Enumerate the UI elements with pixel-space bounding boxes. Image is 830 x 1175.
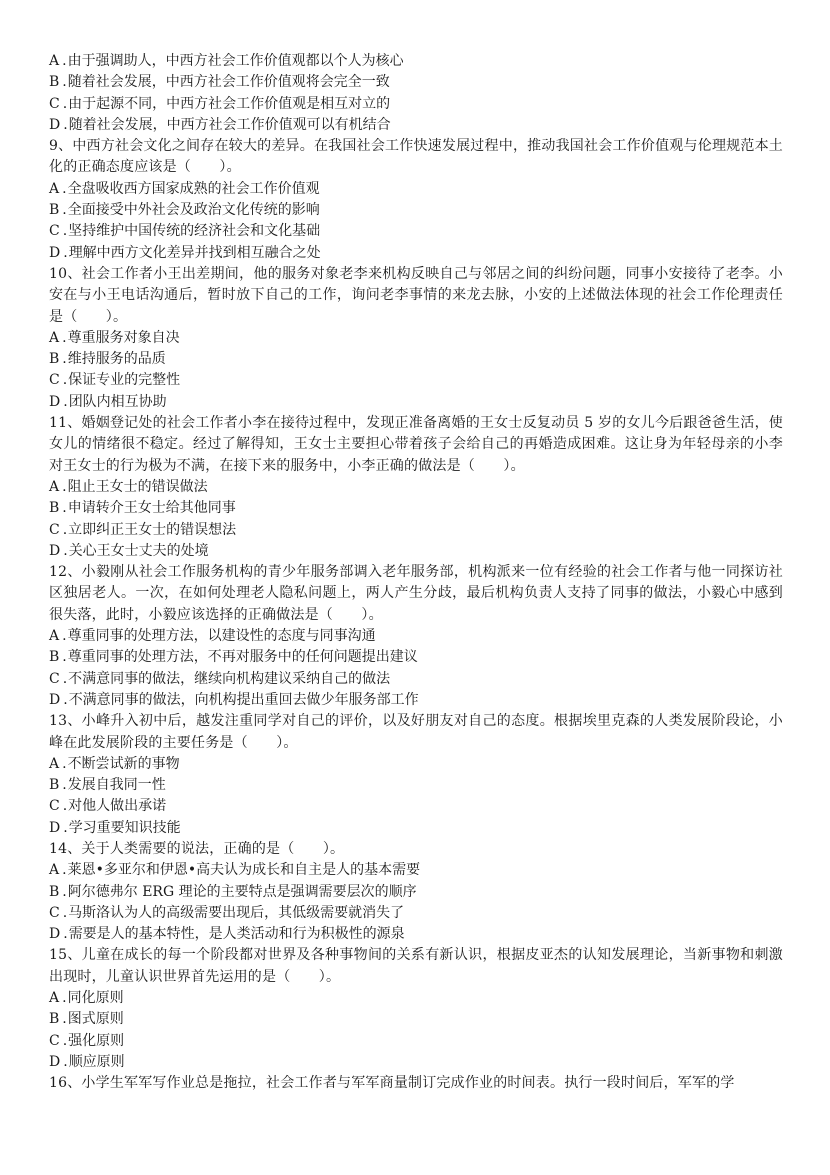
option-d: D .随着社会发展，中西方社会工作价值观可以有机结合: [49, 116, 391, 133]
option-c: C .保证专业的完整性: [49, 372, 181, 389]
question-9: [49, 136, 783, 264]
option-b: B .随着社会发展，中西方社会工作价值观将会完全一致: [49, 74, 390, 91]
question-stem: 14、关于人类需要的说法，正确的是（ ）。: [49, 840, 345, 857]
question-8-options: [49, 51, 783, 136]
option-c: C .对他人做出承诺: [49, 798, 167, 815]
question-15: [49, 945, 783, 1073]
question-stem: 13、小峰升入初中后，越发注重同学对自己的评价，以及好朋友对自己的态度。根据埃里克森的人类发展阶段论，小峰在此发展阶段的主要任务是（ ）。: [49, 713, 783, 751]
option-c: C .强化原则: [49, 1032, 125, 1049]
option-a: A .莱恩•多亚尔和伊恩•高夫认为成长和自主是人的基本需要: [49, 862, 421, 879]
option-c: C .由于起源不同，中西方社会工作价值观是相互对立的: [49, 95, 391, 112]
option-b: B .图式原则: [49, 1011, 124, 1028]
option-a: A .阻止王女士的错误做法: [49, 478, 208, 495]
option-b: B .发展自我同一性: [49, 777, 166, 794]
option-c: C .坚持维护中国传统的经济社会和文化基础: [49, 223, 321, 240]
option-a: A .全盘吸收西方国家成熟的社会工作价值观: [49, 180, 320, 197]
option-b: B .申请转介王女士给其他同事: [49, 500, 236, 517]
option-a: A .不断尝试新的事物: [49, 755, 180, 772]
question-stem: 16、小学生军军写作业总是拖拉，社会工作者与军军商量制订完成作业的时间表。执行一段时间后，军军的学: [49, 1075, 735, 1092]
option-d: D .团队内相互协助: [49, 393, 167, 410]
option-a: A .由于强调助人，中西方社会工作价值观都以个人为核心: [49, 53, 404, 69]
option-d: D .顺应原则: [49, 1053, 125, 1070]
option-a: A .尊重服务对象自决: [49, 329, 180, 346]
question-13: [49, 711, 783, 839]
option-c: C .不满意同事的做法，继续向机构建议采纳自己的做法: [49, 670, 391, 687]
option-d: D .关心王女士丈夫的处境: [49, 542, 209, 559]
option-c: C .立即纠正王女士的错误想法: [49, 521, 237, 538]
option-a: A .同化原则: [49, 990, 124, 1007]
question-10: [49, 264, 783, 413]
question-11: [49, 413, 783, 562]
option-d: D .学习重要知识技能: [49, 819, 181, 836]
option-b: B .维持服务的品质: [49, 351, 166, 368]
option-c: C .马斯洛认为人的高级需要出现后，其低级需要就消失了: [49, 904, 405, 921]
question-stem: 12、小毅刚从社会工作服务机构的青少年服务部调入老年服务部，机构派来一位有经验的社会工作者与他一同探访社区独居老人。一次，在如何处理老人隐私问题上，两人产生分歧，最后机构负责人支持了同事的做法，小毅心中感到很失落，此时，小毅应该选择的正确做法是（ ）。: [49, 564, 783, 623]
option-d: D .需要是人的基本特性，是人类活动和行为积极性的源泉: [49, 926, 405, 943]
option-b: B .阿尔德弗尔 ERG 理论的主要特点是强调需要层次的顺序: [49, 883, 417, 900]
option-b: B .全面接受中外社会及政治文化传统的影响: [49, 202, 320, 219]
exam-page: [49, 51, 783, 1095]
question-14: [49, 839, 783, 945]
question-stem: 9、中西方社会文化之间存在较大的差异。在我国社会工作快速发展过程中，推动我国社会工作价值观与伦理规范本土化的正确态度应该是（ ）。: [49, 138, 783, 176]
question-stem: 11、婚姻登记处的社会工作者小李在接待过程中，发现正准备离婚的王女士反复动员 5 岁的女儿今后跟爸爸生活，使女儿的情绪很不稳定。经过了解得知，王女士主要担心带着孩子会给自己的再婚造成困难。这让身为年轻母亲的小李对王女士的行为极为不满，在接下来的服务中，小李正确的做法是（ ）。: [49, 415, 783, 474]
question-stem: 15、儿童在成长的每一个阶段都对世界及各种事物间的关系有新认识，根据皮亚杰的认知发展理论，当新事物和刺激出现时，儿童认识世界首先运用的是（ ）。: [49, 947, 783, 985]
option-b: B .尊重同事的处理方法，不再对服务中的任何问题提出建议: [49, 649, 418, 666]
question-12: [49, 562, 783, 711]
option-d: D .理解中西方文化差异并找到相互融合之处: [49, 244, 321, 261]
option-d: D .不满意同事的做法，向机构提出重回去做少年服务部工作: [49, 691, 419, 708]
question-stem: 10、社会工作者小王出差期间，他的服务对象老李来机构反映自己与邻居之间的纠纷问题，同事小安接待了老李。小安在与小王电话沟通后，暂时放下自己的工作，询问老李事情的来龙去脉，小安的上述做法体现的社会工作伦理责任是（ ）。: [49, 265, 783, 325]
option-a: A .尊重同事的处理方法，以建设性的态度与同事沟通: [49, 628, 376, 645]
question-16: [49, 1073, 783, 1094]
